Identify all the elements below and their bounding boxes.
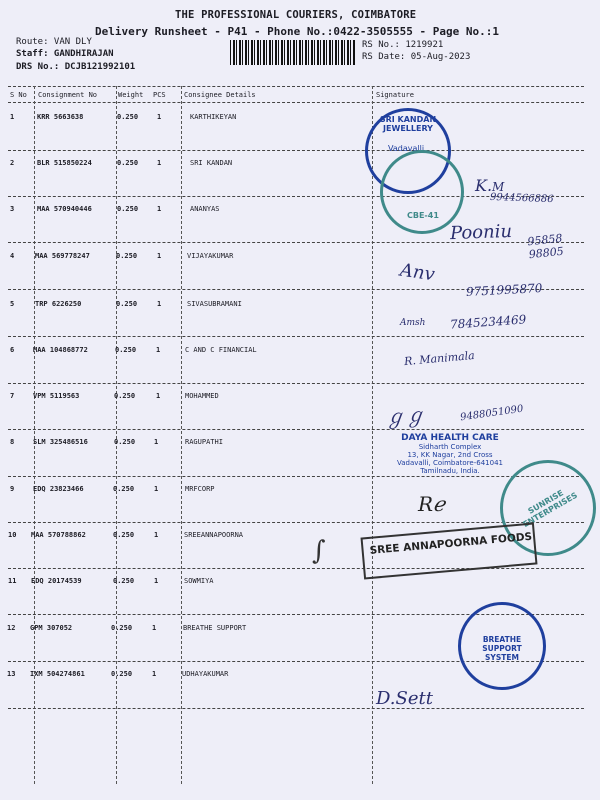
table-row xyxy=(0,670,370,716)
row-consignment: TRP 6226250 xyxy=(35,300,82,308)
handwritten-phone-2: 95858 98805 xyxy=(526,231,565,262)
row-sno: 12 xyxy=(7,624,16,632)
document-title: THE PROFESSIONAL COURIERS, COIMBATORE xyxy=(175,9,417,21)
row-rule xyxy=(8,708,584,709)
handwritten-phone-4: 7845234469 xyxy=(449,312,527,332)
row-pcs: 1 xyxy=(152,624,157,632)
row-pcs: 1 xyxy=(152,670,157,678)
row-consignment: EDQ 23823466 xyxy=(33,485,84,493)
row-weight: 0.250 xyxy=(114,392,136,400)
col-header-sno: S No xyxy=(10,91,27,99)
row-consignment: MAA 570940446 xyxy=(37,205,92,213)
jewellery-stamp-inner xyxy=(380,150,464,234)
row-consignee: SREEANNAPOORNA xyxy=(184,531,244,539)
row-sno: 3 xyxy=(10,205,15,213)
row-pcs: 1 xyxy=(157,300,162,308)
barcode xyxy=(230,40,356,65)
breathe-support-stamp xyxy=(458,602,546,690)
row-consignment: BLR 515850224 xyxy=(37,159,92,167)
row-consignee: ANANYAS xyxy=(190,205,220,213)
handwritten-phone-1: 9944566886 xyxy=(489,191,554,206)
row-sno: 5 xyxy=(10,300,15,308)
table-row xyxy=(0,392,370,438)
row-consignee: MOHAMMED xyxy=(185,392,219,400)
staff-label: Staff: GANDHIRAJAN xyxy=(16,49,114,59)
daya-line2: 13, KK Nagar, 2nd Cross xyxy=(407,451,493,459)
daya-health-care-stamp xyxy=(375,433,525,475)
row-consignee: SOWMIYA xyxy=(184,577,214,585)
jewellery-locality: Vadavalli xyxy=(388,144,425,153)
row-pcs: 1 xyxy=(157,113,162,121)
row-sno: 13 xyxy=(7,670,16,678)
row-pcs: 1 xyxy=(157,159,162,167)
daya-line4: Tamilnadu, India. xyxy=(420,467,480,475)
daya-line1: Sidharth Complex xyxy=(418,443,482,451)
row-consignment: GPM 307052 xyxy=(30,624,73,632)
daya-line3: Vadavalli, Coimbatore-641041 xyxy=(397,459,503,467)
row-consignee: MRFCORP xyxy=(185,485,215,493)
table-row xyxy=(0,346,370,392)
row-pcs: 1 xyxy=(154,485,159,493)
table-header-rule xyxy=(8,102,584,103)
annapoorna-stamp-text: SREE ANNAPOORNA FOODS xyxy=(369,530,533,557)
row-consignment: MAA 569778247 xyxy=(35,252,90,260)
row-sno: 9 xyxy=(10,485,15,493)
signature-scribble: Rℯ xyxy=(418,492,445,516)
table-top-rule xyxy=(8,86,584,87)
row-consignee: VIJAYAKUMAR xyxy=(187,252,234,260)
row-consignee: SIVASUBRAMANI xyxy=(187,300,242,308)
row-weight: 0.250 xyxy=(116,252,138,260)
row-consignment: MAA 570788862 xyxy=(31,531,86,539)
table-row xyxy=(0,485,370,531)
row-consignee: BREATHE SUPPORT xyxy=(183,624,247,632)
row-pcs: 1 xyxy=(154,531,159,539)
jewellery-city: CBE-41 xyxy=(407,211,439,220)
row-pcs: 1 xyxy=(154,438,159,446)
row-sno: 4 xyxy=(10,252,15,260)
signature-scribble: Anv xyxy=(398,259,437,286)
row-weight: 0.250 xyxy=(113,577,135,585)
row-sno: 11 xyxy=(8,577,17,585)
row-consignment: KRR 5663638 xyxy=(37,113,84,121)
row-weight: 0.250 xyxy=(117,205,139,213)
handwritten-name: R. Manimala xyxy=(403,348,476,369)
drs-number: DRS No.: DCJB121992101 xyxy=(16,62,136,72)
row-weight: 0.250 xyxy=(115,346,137,354)
row-pcs: 1 xyxy=(157,252,162,260)
col-header-consignment: Consignment No xyxy=(38,91,98,99)
row-weight: 0.250 xyxy=(111,624,133,632)
row-consignee: RAGUPATHI xyxy=(185,438,223,446)
row-rule xyxy=(8,336,584,337)
col-header-consignee: Consignee Details xyxy=(184,91,256,99)
signature-scribble: Pooniu xyxy=(449,220,513,245)
col-header-signature: Signature xyxy=(376,91,414,99)
row-consignee: C AND C FINANCIAL xyxy=(185,346,257,354)
row-rule xyxy=(8,568,584,569)
signature-scribble: Amsh xyxy=(400,318,426,328)
table-row xyxy=(0,300,370,346)
row-rule xyxy=(8,476,584,477)
table-row xyxy=(0,159,370,205)
row-sno: 6 xyxy=(10,346,15,354)
col-header-pcs: PCS xyxy=(153,91,166,99)
table-row xyxy=(0,205,370,251)
row-rule xyxy=(8,429,584,430)
row-weight: 0.250 xyxy=(113,485,135,493)
rs-number: RS No.: 1219921 xyxy=(362,40,444,50)
daya-name: DAYA HEALTH CARE xyxy=(401,433,499,443)
row-pcs: 1 xyxy=(156,346,161,354)
row-consignee: UDHAYAKUMAR xyxy=(182,670,229,678)
signature-scribble: ℊℊ xyxy=(384,402,426,430)
row-sno: 2 xyxy=(10,159,15,167)
jewellery-stamp-text: SRI KANDAN JEWELLERY xyxy=(379,115,437,133)
annapoorna-stamp xyxy=(361,522,538,579)
row-rule xyxy=(8,150,584,151)
row-consignment: SLM 325486516 xyxy=(33,438,88,446)
row-pcs: 1 xyxy=(157,205,162,213)
table-row xyxy=(0,624,370,670)
row-weight: 0.250 xyxy=(113,531,135,539)
row-consignee: SRI KANDAN xyxy=(190,159,233,167)
signature-scribble: D.Sett xyxy=(376,688,433,709)
row-sno: 8 xyxy=(10,438,15,446)
row-weight: 0.250 xyxy=(114,438,136,446)
row-weight: 0.250 xyxy=(117,113,139,121)
handwritten-phone-7: 9488051090 xyxy=(459,403,525,424)
row-pcs: 1 xyxy=(154,577,159,585)
row-consignment: VPM 5119563 xyxy=(33,392,80,400)
column-divider xyxy=(372,86,373,784)
rs-date: RS Date: 05-Aug-2023 xyxy=(362,52,471,62)
row-sno: 1 xyxy=(10,113,15,121)
document-subtitle: Delivery Runsheet - P41 - Phone No.:0422-3505555 - Page No.:1 xyxy=(95,25,499,38)
row-consignment: IXM 504274861 xyxy=(30,670,85,678)
table-row xyxy=(0,113,370,159)
row-sno: 7 xyxy=(10,392,15,400)
route-label: Route: VAN DLY xyxy=(16,37,92,47)
breathe-stamp-text: BREATHE SUPPORT SYSTEM xyxy=(482,635,522,662)
row-weight: 0.250 xyxy=(117,159,139,167)
table-row xyxy=(0,438,370,484)
row-pcs: 1 xyxy=(156,392,161,400)
handwritten-phone-3: 9751995870 xyxy=(465,281,543,299)
row-sno: 10 xyxy=(8,531,17,539)
row-consignee: KARTHIKEYAN xyxy=(190,113,237,121)
row-rule xyxy=(8,383,584,384)
signature-scribble: K.M xyxy=(475,176,505,195)
row-rule xyxy=(8,522,584,523)
sunrise-stamp-text: SUNRISE ENTERPRISES xyxy=(521,488,580,530)
row-weight: 0.250 xyxy=(116,300,138,308)
signature-scribble: ∫ xyxy=(312,536,326,566)
table-row xyxy=(0,577,370,623)
col-header-weight: Weight xyxy=(118,91,144,99)
row-weight: 0.250 xyxy=(111,670,133,678)
row-consignment: MAA 104868772 xyxy=(33,346,88,354)
row-consignment: EDQ 20174539 xyxy=(31,577,82,585)
table-row xyxy=(0,252,370,298)
